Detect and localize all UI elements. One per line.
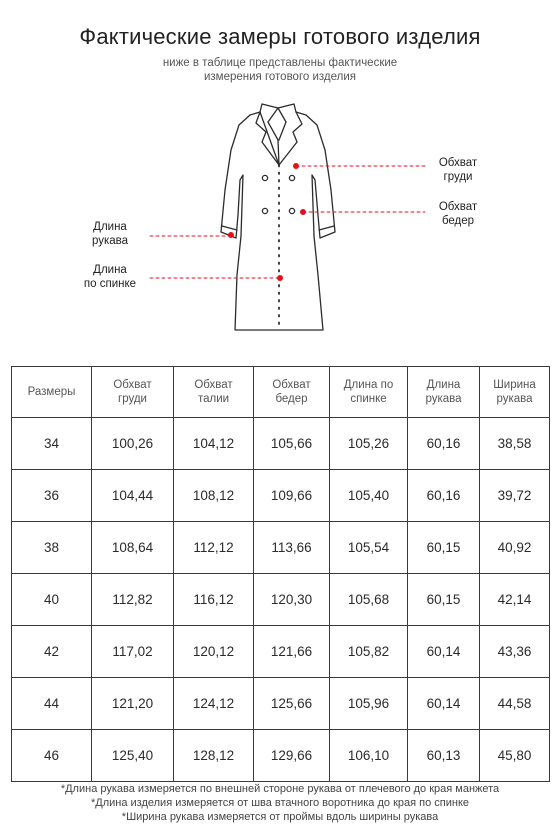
subtitle-line: ниже в таблице представлены фактические [162, 57, 398, 69]
table-cell: 38,58 [480, 418, 550, 470]
table-row [12, 678, 550, 730]
header-line: Ширина [493, 379, 536, 391]
table-cell: 44 [12, 678, 92, 730]
table-cell: 42,14 [480, 574, 550, 626]
sleeve-marker [228, 232, 234, 238]
header-line: Обхват [194, 379, 233, 391]
table-cell: 36 [12, 470, 92, 522]
label-hips [428, 200, 488, 228]
table-cell: 40,92 [480, 522, 550, 574]
column-header-hips [254, 367, 330, 418]
table-cell: 105,82 [330, 626, 408, 678]
table-row [12, 522, 550, 574]
coat-right-cuff [319, 226, 334, 230]
table-cell: 121,66 [254, 626, 330, 678]
table-cell: 45,80 [480, 730, 550, 782]
label-line: Длина [93, 221, 127, 233]
coat-button [262, 208, 267, 213]
column-header-sleeve-width [480, 367, 550, 418]
header-line: бедер [275, 393, 308, 405]
table-cell: 60,16 [408, 470, 480, 522]
table-header-row [12, 367, 550, 418]
table-cell: 108,64 [92, 522, 174, 574]
subtitle-line: измерения готового изделия [203, 71, 357, 83]
column-header-chest [92, 367, 174, 418]
table-cell: 105,26 [330, 418, 408, 470]
header-line: груди [118, 393, 147, 405]
label-line: по спинке [83, 278, 137, 290]
coat-diagram [0, 90, 560, 350]
chest-marker [293, 163, 299, 169]
table-cell: 43,36 [480, 626, 550, 678]
column-header-waist [174, 367, 254, 418]
table-cell: 60,13 [408, 730, 480, 782]
table-row [12, 730, 550, 782]
table-cell: 116,12 [174, 574, 254, 626]
table-cell: 39,72 [480, 470, 550, 522]
table-cell: 105,96 [330, 678, 408, 730]
header-line: рукава [425, 393, 462, 405]
table-cell: 38 [12, 522, 92, 574]
table-cell: 120,12 [174, 626, 254, 678]
header-line: Длина [426, 379, 461, 391]
size-table [11, 366, 550, 782]
footnote: *Длина изделия измеряется от шва втачного воротника до края по спинке [90, 797, 469, 809]
back-marker [277, 275, 283, 281]
footnotes [0, 782, 560, 824]
table-cell: 104,44 [92, 470, 174, 522]
header-line: рукава [496, 393, 533, 405]
table-cell: 128,12 [174, 730, 254, 782]
table-cell: 60,16 [408, 418, 480, 470]
coat-button [289, 208, 294, 213]
table-cell: 42 [12, 626, 92, 678]
table-cell: 113,66 [254, 522, 330, 574]
coat-button [262, 175, 267, 180]
table-cell: 106,10 [330, 730, 408, 782]
coat-left-cuff [222, 226, 237, 230]
table-cell: 117,02 [92, 626, 174, 678]
table-cell: 105,54 [330, 522, 408, 574]
table-cell: 60,15 [408, 522, 480, 574]
table-cell: 46 [12, 730, 92, 782]
label-line: бедер [441, 215, 475, 227]
footnote: *Ширина рукава измеряется от проймы вдоль ширины рукава [121, 811, 439, 823]
header-line: Обхват [272, 379, 311, 391]
table-row [12, 418, 550, 470]
table-cell: 125,66 [254, 678, 330, 730]
coat-button [289, 175, 294, 180]
table-row [12, 626, 550, 678]
table-cell: 40 [12, 574, 92, 626]
label-line: рукава [91, 235, 129, 247]
table-cell: 60,14 [408, 626, 480, 678]
footnote: *Длина рукава измеряется по внешней стороне рукава от плечевого до края манжета [60, 783, 500, 795]
label-line: Обхват [438, 201, 478, 213]
header-line: Размеры [27, 386, 76, 398]
table-cell: 100,26 [92, 418, 174, 470]
label-sleeve-length [80, 220, 140, 248]
table-cell: 112,12 [174, 522, 254, 574]
table-row [12, 574, 550, 626]
header-line: Длина по [343, 379, 394, 391]
table-cell: 129,66 [254, 730, 330, 782]
table-cell: 125,40 [92, 730, 174, 782]
label-line: груди [443, 171, 473, 183]
label-chest [428, 156, 488, 184]
table-cell: 105,40 [330, 470, 408, 522]
column-header-sleeve-length [408, 367, 480, 418]
table-cell: 105,66 [254, 418, 330, 470]
table-cell: 112,82 [92, 574, 174, 626]
header-line: спинке [350, 393, 387, 405]
column-header-back-length [330, 367, 408, 418]
hips-marker [300, 209, 306, 215]
table-cell: 60,15 [408, 574, 480, 626]
table-cell: 104,12 [174, 418, 254, 470]
page-title: Фактические замеры готового изделия [79, 24, 481, 49]
table-cell: 60,14 [408, 678, 480, 730]
table-cell: 105,68 [330, 574, 408, 626]
label-back-length [70, 263, 150, 291]
page-subtitle [0, 56, 560, 84]
table-cell: 109,66 [254, 470, 330, 522]
label-line: Длина [93, 264, 127, 276]
table-cell: 124,12 [174, 678, 254, 730]
table-cell: 44,58 [480, 678, 550, 730]
table-cell: 108,12 [174, 470, 254, 522]
table-cell: 34 [12, 418, 92, 470]
header-line: талии [197, 393, 230, 405]
table-cell: 120,30 [254, 574, 330, 626]
table-cell: 121,20 [92, 678, 174, 730]
column-header-size [12, 367, 92, 418]
header-line: Обхват [113, 379, 152, 391]
table-row [12, 470, 550, 522]
label-line: Обхват [438, 157, 478, 169]
